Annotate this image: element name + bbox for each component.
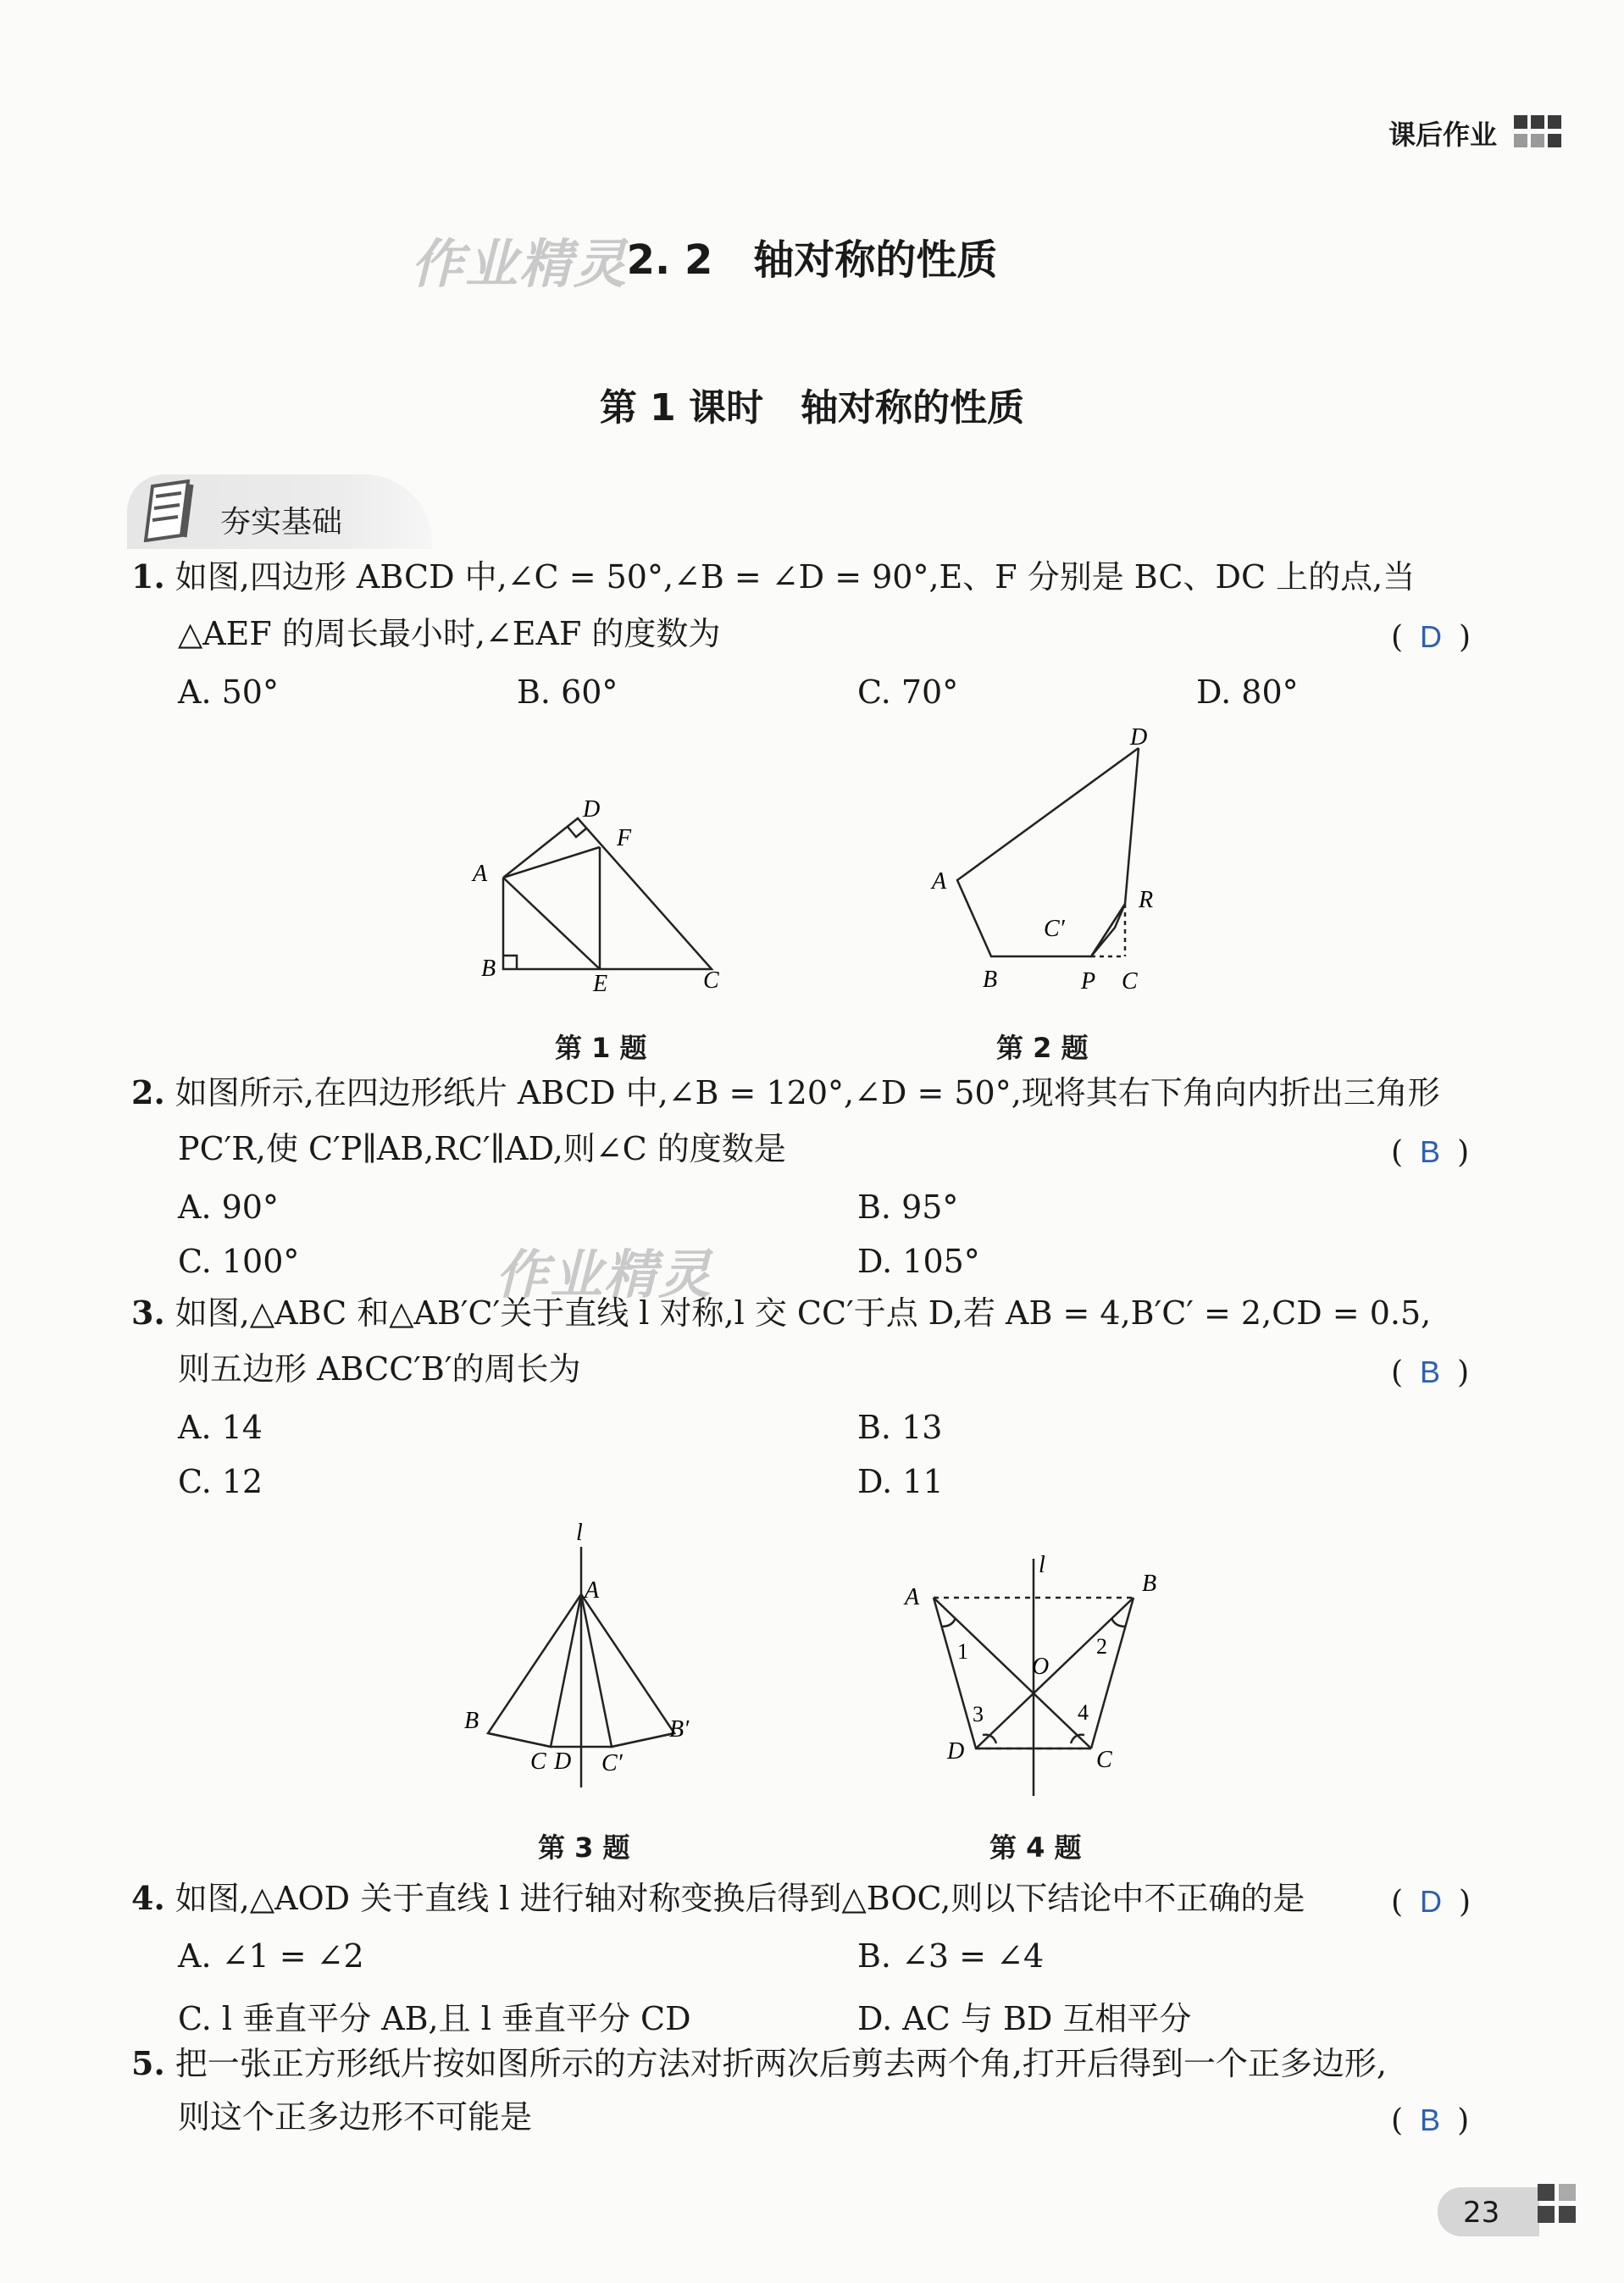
figure-2-caption: 第 2 题 [996,1032,1089,1064]
section-title [0,227,1624,285]
fig4-line-ao [934,1598,1091,1748]
figure-2 [915,724,1194,995]
answer-value: B [1420,2103,1441,2137]
question-text-line1: 如图,△ABC 和△AB′C′关于直线 l 对称,l 交 CC′于点 D,若 AB = 4,B′C′ = 2,CD = 0.5, [175,1294,1432,1332]
fig4-angle-2 [1111,1618,1125,1626]
answer-3: ( B ) [1391,1355,1470,1390]
question-1 [131,557,1416,596]
option-b: B. ∠3 = ∠4 [857,1937,1045,1975]
question-text-line1: 如图,四边形 ABCD 中,∠C = 50°,∠B = ∠D = 90°,E、F 分别是 BC、DC 上的点,当 [175,558,1416,596]
fig1-right-angle-b [503,956,517,969]
section-number: 2. 2 [626,236,713,284]
question-number: 2. [131,1073,165,1111]
fig3-triangle-abc-prime [581,1594,674,1747]
watermark: 作业精灵 [411,233,629,295]
option-d: D. 105° [857,1243,980,1280]
question-3 [131,1294,1432,1332]
fig3-label: B [464,1708,479,1734]
fig3-label: C′ [601,1750,623,1776]
fig4-label: 1 [957,1639,968,1664]
answer-5: ( B ) [1391,2103,1470,2138]
fig4-label: 3 [973,1702,984,1726]
option-c: C. 12 [178,1463,263,1500]
question-text-line1: 把一张正方形纸片按如图所示的方法对折两次后剪去两个角,打开后得到一个正多边形, [175,2045,1387,2082]
answer-1: ( D ) [1391,619,1472,655]
option-c: C. l 垂直平分 AB,且 l 垂直平分 CD [178,2000,691,2037]
option-a: A. 90° [178,1189,279,1226]
option-d: D. AC 与 BD 互相平分 [857,2000,1192,2037]
header-label: 课后作业 [1388,119,1497,151]
fig1-right-angle-d [568,827,586,837]
fig4-label: l [1039,1552,1045,1578]
figure-4 [890,1542,1178,1796]
fig1-label: F [617,825,632,851]
option-a: A. 50° [178,673,279,711]
fig1-label: C [703,967,719,991]
question-1-line2: △AEF 的周长最小时,∠EAF 的度数为 [178,615,721,652]
lesson-title [0,377,1624,431]
watermark: 作业精灵 [496,1244,713,1305]
figure-1-caption: 第 1 题 [555,1032,647,1064]
fig2-label: P [1081,968,1096,995]
option-c: C. 100° [178,1243,300,1280]
option-a: A. 14 [178,1409,263,1446]
question-number: 4. [131,1879,165,1917]
fig2-label: R [1139,887,1154,913]
option-c: C. 70° [857,673,959,711]
figure-4-caption: 第 4 题 [989,1831,1082,1864]
question-number: 5. [131,2044,165,2082]
question-5 [131,2044,1387,2082]
grid-icon [1514,115,1563,149]
question-4 [131,1879,1305,1917]
fig3-label: D [554,1748,572,1775]
fig4-label: 2 [1096,1634,1107,1659]
lesson-title-text: 轴对称的性质 [801,386,1025,429]
notebook-icon [136,479,202,542]
fig2-label: D [1130,724,1148,751]
fig4-angle-1 [942,1618,956,1626]
answer-4: ( D ) [1391,1884,1472,1920]
fig1-label: B [481,956,496,982]
fig2-label: A [932,868,947,895]
answer-value: D [1420,619,1443,654]
fig1-line-af [503,847,600,878]
question-2-line2: PC′R,使 C′P∥AB,RC′∥AD,则∠C 的度数是 [178,1130,786,1167]
question-number: 1. [131,557,165,596]
figure-1 [466,779,754,991]
question-number: 3. [131,1294,165,1332]
answer-2: ( B ) [1391,1134,1470,1170]
fig3-label: B′ [669,1716,690,1743]
fig4-line-bd [976,1598,1133,1748]
fig4-label: A [905,1584,920,1610]
fig3-label: C [530,1748,546,1775]
fig3-label: l [576,1520,583,1546]
fig3-label: A [585,1577,600,1604]
option-d: D. 11 [857,1463,944,1500]
question-text-line1: 如图所示,在四边形纸片 ABCD 中,∠B = 120°,∠D = 50°,现将其右下角向内折出三角形 [175,1074,1440,1111]
fig4-label: B [1142,1571,1157,1597]
section-title-text: 轴对称的性质 [753,236,998,284]
fig4-label: C [1096,1747,1112,1773]
answer-value: B [1420,1134,1441,1169]
figure-3-caption: 第 3 题 [538,1831,630,1864]
section-label: 夯实基础 [220,505,343,540]
option-d: D. 80° [1196,673,1299,711]
option-b: B. 95° [857,1189,959,1226]
fig1-quadrilateral [503,818,712,969]
fig1-label: D [583,796,601,823]
question-5-line2: 则这个正多边形不可能是 [178,2098,533,2136]
fig2-label: C [1122,968,1138,995]
footer-grid-icon [1538,2184,1580,2223]
answer-value: B [1420,1355,1441,1389]
fig4-label: D [947,1738,965,1765]
answer-value: D [1420,1884,1443,1919]
option-b: B. 13 [857,1409,943,1446]
fig3-triangle-abc [488,1594,581,1747]
fig1-label: A [473,861,488,887]
lesson-number: 第 1 课时 [599,386,764,429]
figure-3 [457,1516,712,1787]
question-2 [131,1073,1440,1111]
question-text-line1: 如图,△AOD 关于直线 l 进行轴对称变换后得到△BOC,则以下结论中不正确的是 [175,1880,1305,1917]
option-a: A. ∠1 = ∠2 [178,1937,364,1975]
fig4-label: 4 [1078,1700,1089,1725]
question-3-line2: 则五边形 ABCC′B′的周长为 [178,1350,581,1388]
page-number-badge [1438,2187,1539,2236]
option-b: B. 60° [517,673,618,711]
page-number: 23 [1463,2196,1500,2230]
fig2-label: C′ [1044,916,1065,942]
fig1-label: E [593,971,608,991]
fig2-label: B [983,967,998,993]
fig4-label: O [1032,1654,1050,1680]
fig2-fold [1091,904,1125,956]
